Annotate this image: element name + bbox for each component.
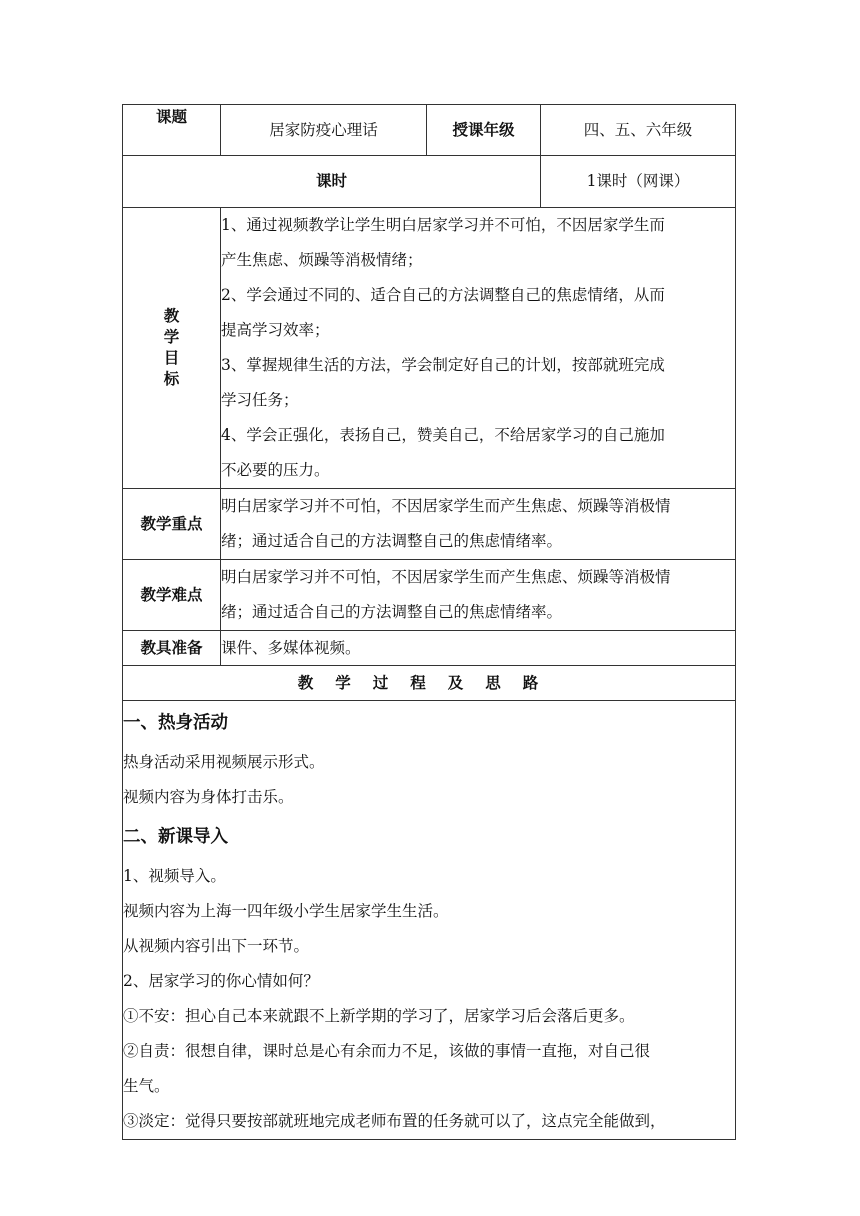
section-line: 生气。 [123,1077,170,1095]
goals-label-char: 标 [163,369,180,388]
section-line: 从视频内容引出下一环节。 [123,937,310,955]
difficulty-line: 明白居家学习并不可怕，不因居家学生而产生焦虑、烦躁等消极情 [221,568,671,586]
section-line: 热身活动采用视频展示形式。 [123,753,325,771]
topic-row [123,105,736,156]
goal-line: 2、学会通过不同的、适合自己的方法调整自己的焦虑情绪，从而 [221,286,665,304]
section-heading-intro: 二、新课导入 [123,827,228,847]
section-line: ①不安：担心自己本来就跟不上新学期的学习了，居家学习后会落后更多。 [123,1007,635,1025]
difficulties-content [221,560,736,631]
process-body-row [123,701,736,1140]
topic-label: 课题 [123,105,221,156]
goals-label-char: 学 [163,328,180,347]
difficulty-line: 绪；通过适合自己的方法调整自己的焦虑情绪率。 [221,603,563,621]
section-line: 视频内容为上海一四年级小学生居家学生生活。 [123,902,449,920]
section-line: ②自责：很想自律，课时总是心有余而力不足，该做的事情一直拖，对自己很 [123,1042,651,1060]
goal-line: 4、学会正强化，表扬自己，赞美自己，不给居家学习的自己施加 [221,426,665,444]
materials-row [123,631,736,666]
key-points-row [123,489,736,560]
goals-content [221,208,736,489]
process-title-row [123,666,736,701]
section-line: ③淡定：觉得只要按部就班地完成老师布置的任务就可以了，这点完全能做到， [123,1112,666,1130]
key-point-line: 明白居家学习并不可怕，不因居家学生而产生焦虑、烦躁等消极情 [221,497,671,515]
period-row [123,156,736,208]
goal-line: 提高学习效率； [221,321,330,339]
period-value: 1课时（网课） [541,156,736,208]
goals-label [123,208,221,489]
goal-line: 产生焦虑、烦躁等消极情绪； [221,251,423,269]
grade-value: 四、五、六年级 [541,105,736,156]
difficulties-label: 教学难点 [123,560,221,631]
section-line: 1、视频导入。 [123,867,226,885]
key-points-content [221,489,736,560]
topic-value: 居家防疫心理话 [221,105,427,156]
goals-label-char: 目 [163,349,180,367]
goals-label-char: 教 [163,307,180,326]
goal-line: 学习任务； [221,391,299,409]
materials-label: 教具准备 [123,631,221,666]
section-line: 2、居家学习的你心情如何？ [123,972,319,990]
materials-value: 课件、多媒体视频。 [221,631,736,666]
goal-line: 3、掌握规律生活的方法，学会制定好自己的计划，按部就班完成 [221,356,665,374]
process-body [123,701,736,1140]
difficulties-row [123,560,736,631]
goal-line: 不必要的压力。 [221,461,330,479]
process-title: 教学过程及思路 [123,666,736,701]
goals-row [123,208,736,489]
grade-label: 授课年级 [427,105,541,156]
section-line: 视频内容为身体打击乐。 [123,788,294,806]
period-label: 课时 [123,156,541,208]
key-point-line: 绪；通过适合自己的方法调整自己的焦虑情绪率。 [221,532,563,550]
lesson-plan-table [122,104,736,1140]
goal-line: 1、通过视频教学让学生明白居家学习并不可怕，不因居家学生而 [221,216,665,234]
key-points-label: 教学重点 [123,489,221,560]
section-heading-warmup: 一、热身活动 [123,713,228,733]
